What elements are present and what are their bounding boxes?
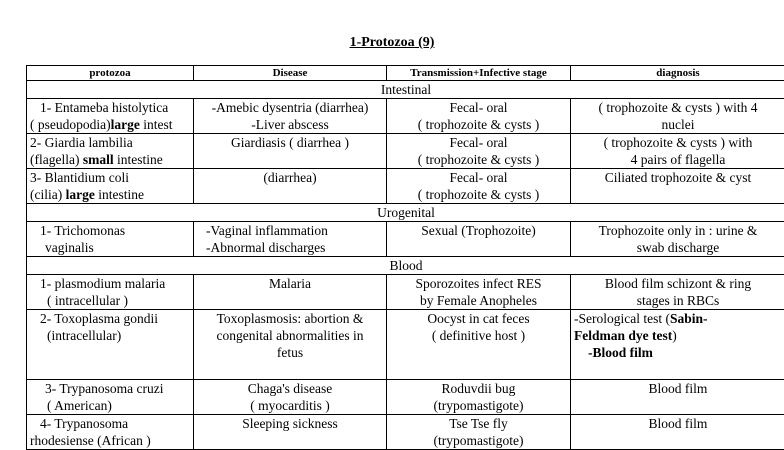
organism-name: 1- plasmodium malaria xyxy=(30,275,190,292)
header-protozoa: protozoa xyxy=(27,66,194,81)
cell-transmission xyxy=(387,275,571,310)
transmission-text: Fecal- oral xyxy=(390,134,567,151)
cell-diagnosis xyxy=(571,134,784,169)
transmission-text: Oocyst in cat feces xyxy=(390,310,567,327)
cell-protozoa xyxy=(27,169,194,204)
cell-disease xyxy=(194,310,387,380)
organism-detail: (cilia) xyxy=(30,187,66,202)
cell-diagnosis xyxy=(571,415,784,450)
diagnosis-text: ( trophozoite & cysts ) with xyxy=(574,134,782,151)
section-row xyxy=(27,81,784,99)
section-row xyxy=(27,257,784,275)
disease-text: -Liver abscess xyxy=(197,116,383,133)
cell-transmission xyxy=(387,415,571,450)
diagnosis-test-name: Feldman dye test xyxy=(574,328,672,343)
stage-text: (trypomastigote) xyxy=(390,397,567,414)
disease-text: (diarrhea) xyxy=(197,169,383,186)
table-row xyxy=(27,222,784,257)
diagnosis-text: Blood film xyxy=(574,380,782,397)
diagnosis-text: Blood film xyxy=(574,415,782,432)
cell-transmission xyxy=(387,222,571,257)
section-blood: Blood xyxy=(27,257,784,275)
cell-protozoa xyxy=(27,134,194,169)
disease-text: Sleeping sickness xyxy=(197,415,383,432)
diagnosis-text: Blood film schizont & ring xyxy=(574,275,782,292)
disease-text: Malaria xyxy=(197,275,383,292)
disease-text: Giardiasis ( diarrhea ) xyxy=(197,134,383,151)
diagnosis-text: -Serological test ( xyxy=(574,311,670,326)
organism-name: vaginalis xyxy=(30,239,190,256)
transmission-text: Fecal- oral xyxy=(390,169,567,186)
transmission-text: Tse Tse fly xyxy=(390,415,567,432)
disease-text: Chaga's disease xyxy=(197,380,383,397)
table-row xyxy=(27,134,784,169)
transmission-text: Roduvdii bug xyxy=(390,380,567,397)
table-row xyxy=(27,99,784,134)
page-title: 1-Protozoa (9) xyxy=(0,35,784,51)
diagnosis-text: swab discharge xyxy=(574,239,782,256)
organism-site: intestine xyxy=(114,152,163,167)
section-intestinal: Intestinal xyxy=(27,81,784,99)
table-row xyxy=(27,380,784,415)
cell-diagnosis xyxy=(571,310,784,380)
disease-text: -Vaginal inflammation xyxy=(206,222,383,239)
organism-name: 4- Trypanosoma xyxy=(30,415,190,432)
transmission-text: Sporozoites infect RES xyxy=(390,275,567,292)
organism-name: 3- Blantidium coli xyxy=(30,169,190,186)
transmission-text: Fecal- oral xyxy=(390,99,567,116)
stage-text: ( definitive host ) xyxy=(390,327,567,344)
organism-detail: rhodesiense (African ) xyxy=(30,432,190,449)
cell-protozoa xyxy=(27,380,194,415)
disease-text: fetus xyxy=(197,344,383,361)
diagnosis-text: 4 pairs of flagella xyxy=(574,151,782,168)
organism-detail: (flagella) xyxy=(30,152,83,167)
cell-transmission xyxy=(387,134,571,169)
disease-text: -Amebic dysentria (diarrhea) xyxy=(197,99,383,116)
header-row xyxy=(27,66,784,81)
cell-protozoa xyxy=(27,415,194,450)
cell-disease xyxy=(194,380,387,415)
cell-disease xyxy=(194,275,387,310)
organism-name: 1- Entameba histolytica xyxy=(30,99,190,116)
organism-detail: ( intracellular ) xyxy=(30,292,190,309)
cell-transmission xyxy=(387,169,571,204)
disease-text: Toxoplasmosis: abortion & xyxy=(197,310,383,327)
organism-name: 2- Giardia lambilia xyxy=(30,134,190,151)
organism-site-bold: large xyxy=(66,187,95,202)
cell-disease xyxy=(194,415,387,450)
header-diagnosis: diagnosis xyxy=(571,66,784,81)
header-disease: Disease xyxy=(194,66,387,81)
diagnosis-test-name: Sabin- xyxy=(670,311,708,326)
organism-name: 3- Trypanosoma cruzi xyxy=(30,380,190,397)
table-row xyxy=(27,275,784,310)
cell-transmission xyxy=(387,310,571,380)
stage-text: ( trophozoite & cysts ) xyxy=(390,116,567,133)
cell-disease xyxy=(194,222,387,257)
diagnosis-test-name: -Blood film xyxy=(588,345,653,360)
organism-site: intestine xyxy=(95,187,144,202)
stage-text: ( trophozoite & cysts ) xyxy=(390,151,567,168)
table-row xyxy=(27,169,784,204)
disease-text: ( myocarditis ) xyxy=(197,397,383,414)
organism-name: 1- Trichomonas xyxy=(30,222,190,239)
diagnosis-text: stages in RBCs xyxy=(574,292,782,309)
cell-disease xyxy=(194,134,387,169)
cell-diagnosis xyxy=(571,222,784,257)
stage-text: ( trophozoite & cysts ) xyxy=(390,186,567,203)
section-row xyxy=(27,204,784,222)
cell-diagnosis xyxy=(571,380,784,415)
stage-text: (trypomastigote) xyxy=(390,432,567,449)
diagnosis-text: ( trophozoite & cysts ) with 4 xyxy=(574,99,782,116)
organism-site: intest xyxy=(140,117,173,132)
cell-protozoa xyxy=(27,99,194,134)
cell-disease xyxy=(194,169,387,204)
stage-text: by Female Anopheles xyxy=(390,292,567,309)
organism-name: 2- Toxoplasma gondii xyxy=(30,310,190,327)
diagnosis-text: nuclei xyxy=(574,116,782,133)
diagnosis-text: Ciliated trophozoite & cyst xyxy=(574,169,782,186)
diagnosis-text: Trophozoite only in : urine & xyxy=(574,222,782,239)
cell-protozoa xyxy=(27,310,194,380)
organism-detail: ( American) xyxy=(30,397,190,414)
organism-site-bold: small xyxy=(83,152,114,167)
disease-text: congenital abnormalities in xyxy=(197,327,383,344)
header-transmission: Transmission+Infective stage xyxy=(387,66,571,81)
cell-transmission xyxy=(387,380,571,415)
section-urogenital: Urogenital xyxy=(27,204,784,222)
protozoa-table xyxy=(26,65,784,450)
table-row xyxy=(27,310,784,380)
organism-site-bold: large xyxy=(111,117,140,132)
cell-protozoa xyxy=(27,275,194,310)
organism-detail: ( pseudopodia) xyxy=(30,117,111,132)
diagnosis-text: ) xyxy=(672,328,677,343)
cell-transmission xyxy=(387,99,571,134)
transmission-text: Sexual (Trophozoite) xyxy=(390,222,567,239)
cell-protozoa xyxy=(27,222,194,257)
cell-disease xyxy=(194,99,387,134)
cell-diagnosis xyxy=(571,169,784,204)
table-row xyxy=(27,415,784,450)
organism-detail: (intracellular) xyxy=(30,327,190,344)
cell-diagnosis xyxy=(571,99,784,134)
disease-text: -Abnormal discharges xyxy=(206,239,383,256)
cell-diagnosis xyxy=(571,275,784,310)
